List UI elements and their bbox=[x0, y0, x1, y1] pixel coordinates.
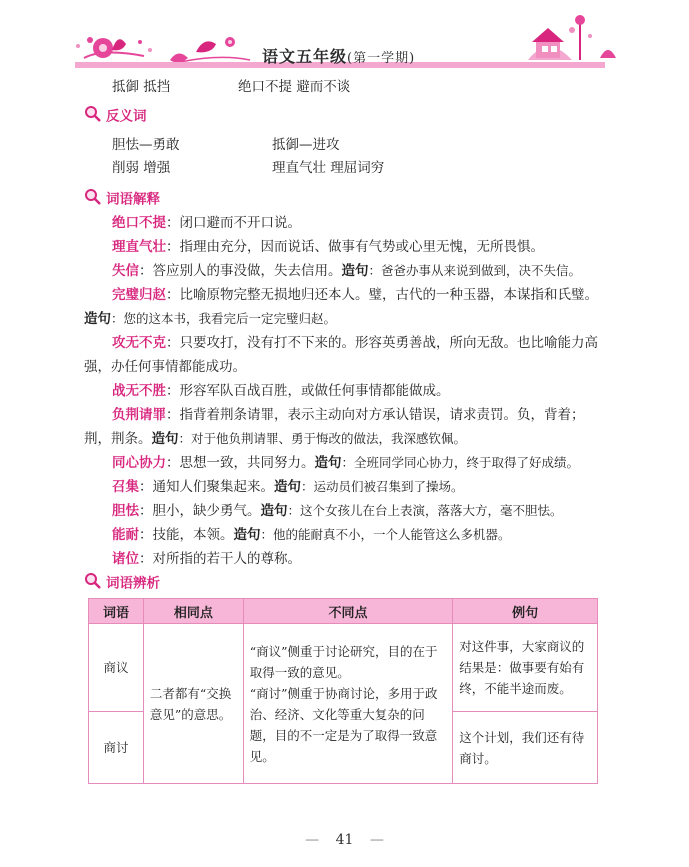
antonym-pair: 抵御—进攻 bbox=[272, 137, 340, 153]
table-header-row bbox=[89, 599, 598, 624]
antonym-pair: 理直气壮 理屈词穷 bbox=[272, 160, 385, 176]
difference-text: “商讨”侧重于协商讨论，多用于政治、经济、文化等重大复杂的问题，目的不一定是为了取得一致意见。 bbox=[249, 685, 438, 764]
table-cell-word: 商讨 bbox=[89, 712, 144, 784]
book-title: 语文五年级(第一学期) bbox=[262, 47, 416, 66]
explanation-item: 负荆请罪：指背着荆条请罪，表示主动向对方承认错误，请求责罚。负，背着；荆，荆条。造句：对于他负荆请罪、勇于悔改的做法，我深感钦佩。 bbox=[84, 407, 585, 447]
antonyms-section-title: 反义词 bbox=[84, 105, 147, 125]
explanation-item: 失信：答应别人的事没做，失去信用。造句：爸爸办事从来说到做到，决不失信。 bbox=[112, 263, 582, 279]
table-cell-word: 商议 bbox=[89, 624, 144, 712]
table-cell-common: 二者都有“交换意见”的意思。 bbox=[143, 624, 243, 784]
antonym-pair: 胆怯—勇敢 bbox=[112, 137, 180, 153]
table-header-cell: 相同点 bbox=[143, 599, 243, 624]
table-header-cell: 词语 bbox=[89, 599, 144, 624]
footer-dash: — bbox=[305, 832, 320, 848]
explanations-section-title: 词语解释 bbox=[84, 188, 160, 208]
table-header-cell: 例句 bbox=[453, 599, 598, 624]
flower-decoration-left-icon bbox=[76, 37, 250, 63]
table-cell-difference bbox=[243, 624, 453, 784]
distinction-section-title: 词语辨析 bbox=[84, 572, 160, 592]
explanation-item: 诸位：对所指的若干人的尊称。 bbox=[112, 551, 301, 567]
footer-dash: — bbox=[369, 832, 384, 848]
magnifier-icon bbox=[84, 105, 102, 129]
magnifier-icon bbox=[84, 572, 102, 596]
page-number: 41 bbox=[335, 832, 354, 848]
difference-text: “商议”侧重于讨论研究，目的在于取得一致的意见。 bbox=[249, 643, 438, 680]
distinction-table bbox=[88, 598, 598, 784]
synonym-words-b: 绝口不提 避而不谈 bbox=[238, 79, 351, 95]
synonym-words-a: 抵御 抵挡 bbox=[112, 79, 171, 95]
magnifier-icon bbox=[84, 188, 102, 212]
table-row bbox=[89, 624, 598, 712]
explanation-item: 召集：通知人们聚集起来。造句：运动员们被召集到了操场。 bbox=[112, 479, 464, 495]
explanation-item: 能耐：技能，本领。造句：他的能耐真不小，一个人能管这么多机器。 bbox=[112, 527, 511, 543]
table-header-cell: 不同点 bbox=[243, 599, 453, 624]
table-cell-example: 这个计划，我们还有待商讨。 bbox=[453, 712, 598, 784]
house-decoration-right-icon bbox=[528, 15, 616, 60]
explanation-item: 胆怯：胆小，缺少勇气。造句：这个女孩儿在台上表演，落落大方，毫不胆怯。 bbox=[112, 503, 563, 519]
page-footer bbox=[0, 832, 689, 848]
explanation-item: 绝口不提：闭口避而不开口说。 bbox=[112, 215, 301, 231]
explanation-item: 攻无不克：只要攻打，没有打不下来的。形容英勇善战，所向无敌。也比喻能力高强，办任何事情都能成功。 bbox=[84, 335, 598, 375]
antonym-pair: 削弱 增强 bbox=[112, 160, 171, 176]
explanation-item: 理直气壮：指理由充分，因而说话、做事有气势或心里无愧，无所畏惧。 bbox=[112, 239, 544, 255]
explanation-item: 同心协力：思想一致，共同努力。造句：全班同学同心协力，终于取得了好成绩。 bbox=[112, 455, 580, 471]
page-header bbox=[0, 0, 689, 78]
table-cell-example: 对这件事，大家商议的结果是：做事要有始有终，不能半途而废。 bbox=[453, 624, 598, 712]
explanation-item: 完璧归赵：比喻原物完整无损地归还本人。璧，古代的一种玉器，本谋指和氏璧。造句：您的这本书，我看完后一定完璧归赵。 bbox=[84, 287, 598, 327]
explanation-item: 战无不胜：形容军队百战百胜，或做任何事情都能做成。 bbox=[112, 383, 450, 399]
